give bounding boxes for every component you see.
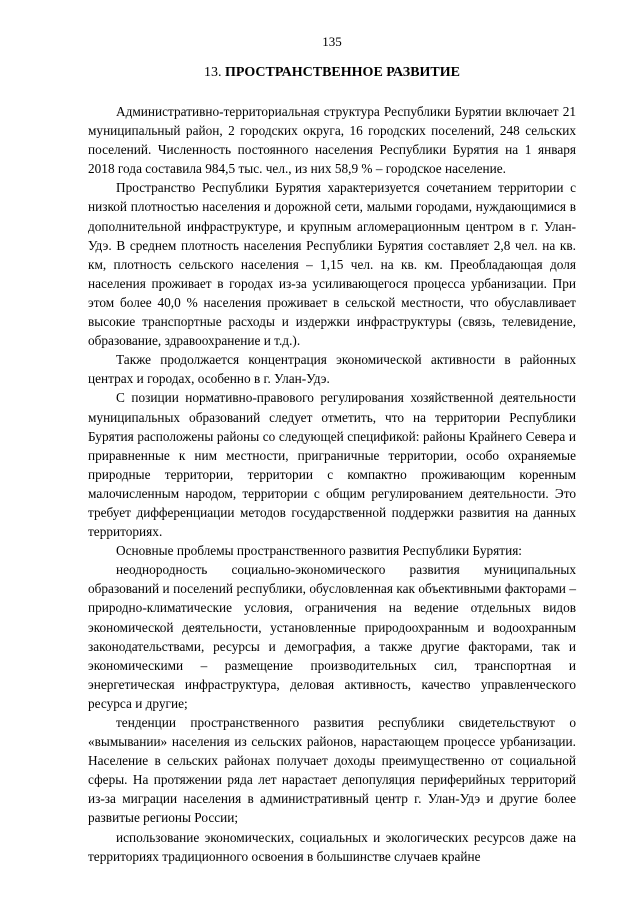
section-number: 13.	[204, 65, 222, 80]
paragraph: неоднородность социально-экономического развития муниципальных образований и поселений республики, обусловленная как объективными факторами – природно-климатические условия, ограничения на ведение отдельных видов экономической деятельности, установленные природоохранным и водоохранным законодательствами, ресурсы и демография, а также другие факторами, так и экономическими – размещение производительных сил, транспортная и энергетическая инфраструктура, деловая активность, качество управленческого ресурса и другие;	[88, 562, 576, 711]
section-title: ПРОСТРАНСТВЕННОЕ РАЗВИТИЕ	[225, 65, 460, 80]
paragraph: Пространство Республики Бурятия характеризуется сочетанием территории с низкой плотностью населения и дорожной сети, малыми городами, нуждающимися в дополнительной инфраструктуре, и крупным агломерационным центром в г. Улан-Удэ. В среднем плотность населения Республики Бурятия составляет 2,8 чел. на кв. км, плотность сельского населения – 1,15 чел. на кв. км. Преобладающая доля населения проживает в городах из-за усиливающегося процесса урбанизации. При этом более 40,0 % населения проживает в сельской местности, что обуславливает высокие транспортные расходы и издержки инфраструктуры (связь, телевидение, образование, здравоохранение и т.д.).	[88, 180, 576, 349]
paragraph: Также продолжается концентрация экономической активности в районных центрах и городах, особенно в г. Улан-Удэ.	[88, 352, 576, 387]
page-number: 135	[322, 34, 342, 49]
paragraph: Основные проблемы пространственного развития Республики Бурятия:	[116, 543, 523, 559]
paragraph: тенденции пространственного развития республики свидетельствуют о «вымывании» населения из сельских районов, нарастающем процессе урбанизации. Население в сельских районах получает доходы преимущественно от социальной сферы. На протяжении ряда лет нарастает депопуляция периферийных территорий из-за миграции населения в административный центр г. Улан-Удэ и другие более развитые регионы России;	[88, 715, 576, 826]
paragraph: Административно-территориальная структура Республики Бурятии включает 21 муниципальный район, 2 городских округа, 16 городских поселений, 248 сельских поселений. Численность постоянного населения Республики Бурятия на 1 января 2018 года составила 984,5 тыс. чел., из них 58,9 % – городское население.	[88, 104, 576, 177]
paragraph: С позиции нормативно-правового регулирования хозяйственной деятельности муниципальных образований следует отметить, что на территории Республики Бурятия расположены районы со следующей спецификой: районы Крайнего Севера и приравненные к ним местности, приграничные территории, особо охраняемые природные территории, территории с компактно проживающим коренным малочисленным народом, территории с общим регулированием деятельности. Это требует дифференциации методов государственной поддержки развития на данных территориях.	[88, 390, 576, 540]
body-text	[88, 102, 576, 866]
section-heading	[88, 64, 576, 82]
paragraph: использование экономических, социальных и экологических ресурсов даже на территориях традиционного освоения в большинстве случаев крайне	[88, 829, 576, 864]
